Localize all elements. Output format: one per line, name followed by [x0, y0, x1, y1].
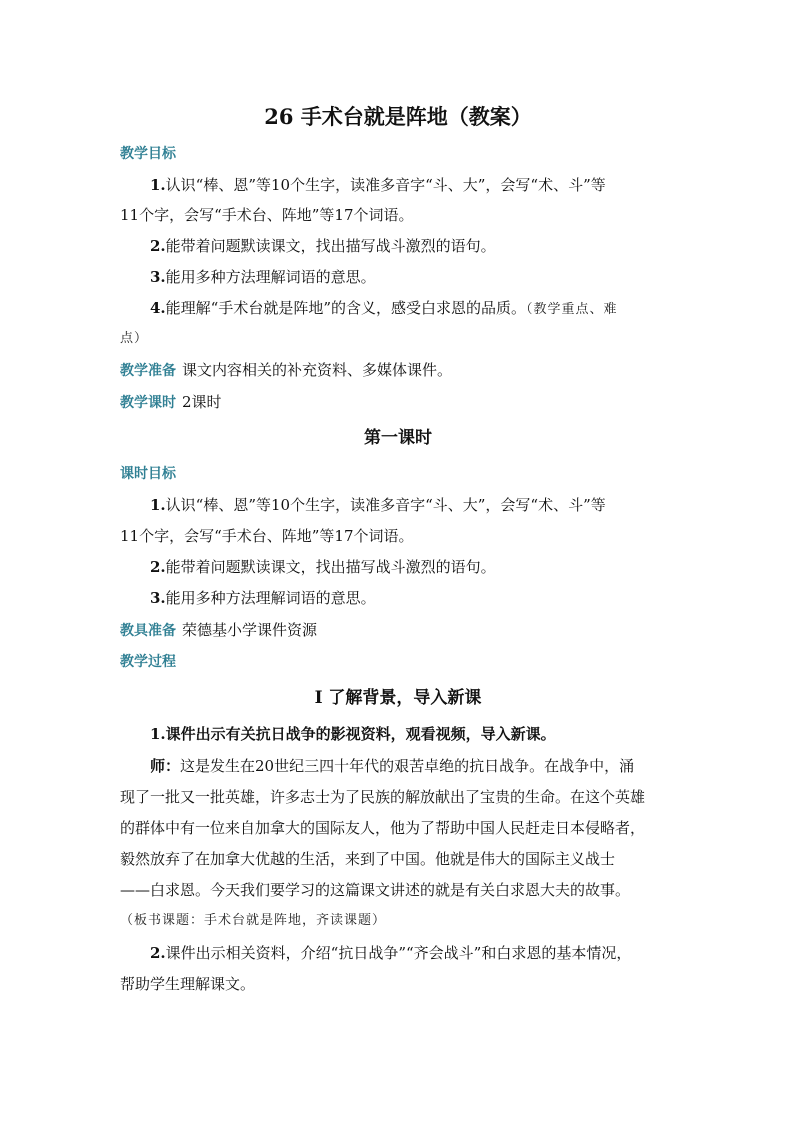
teaching-tools-label: 教具准备 [120, 623, 176, 639]
teaching-prep [120, 360, 676, 381]
lesson-goals-heading: 课时目标 [120, 466, 176, 482]
objective-2-text: 能带着问题默读课文，找出描写战斗激烈的语句。 [165, 237, 496, 255]
objective-4-note: （教学重点、难 [526, 302, 618, 317]
objective-1-line1 [150, 175, 676, 195]
objective-4-number: 4. [150, 299, 166, 317]
step-1: 1.课件出示有关抗日战争的影视资料，观看视频，导入新课。 [150, 725, 556, 743]
objective-3 [150, 267, 676, 287]
teacher-label: 师： [150, 757, 181, 775]
teacher-line-1 [150, 756, 676, 776]
goal-1-line1 [150, 495, 676, 515]
teacher-line-5: ——白求恩。今天我们要学习的这篇课文讲述的就是有关白求恩大夫的故事。 [120, 881, 631, 899]
teaching-tools [120, 620, 676, 641]
objective-2-number: 2. [150, 237, 166, 255]
part-1-heading: Ⅰ 了解背景，导入新课 [314, 688, 482, 708]
step-2-number: 2. [150, 944, 166, 962]
goal-2 [150, 557, 676, 577]
objective-1-number: 1. [150, 176, 166, 194]
teacher-line-3: 的群体中有一位来自加拿大的国际友人，他为了帮助中国人民赶走日本侵略者， [120, 819, 646, 837]
goal-1-line2: 11个字，会写“手术台、阵地”等17个词语。 [120, 527, 414, 545]
teacher-line-4: 毅然放弃了在加拿大优越的生活，来到了中国。他就是伟大的国际主义战士 [120, 850, 616, 868]
objective-4-line1 [150, 298, 676, 320]
goal-2-text: 能带着问题默读课文，找出描写战斗激烈的语句。 [165, 558, 496, 576]
objective-4-note-line2: 点） [120, 331, 149, 346]
objective-1-text: 认识“棒、恩”等10个生字，读准多音字“斗、大”，会写“术、斗”等 [165, 176, 606, 194]
goal-2-number: 2. [150, 558, 166, 576]
board-note: （板书课题：手术台就是阵地，齐读课题） [120, 913, 387, 928]
objective-3-number: 3. [150, 268, 166, 286]
objective-1-line2: 11个字，会写“手术台、阵地”等17个词语。 [120, 206, 414, 224]
goal-1-text: 认识“棒、恩”等10个生字，读准多音字“斗、大”，会写“术、斗”等 [165, 496, 606, 514]
objective-3-text: 能用多种方法理解词语的意思。 [165, 268, 376, 286]
document-title: 26 手术台就是阵地（教案） [264, 104, 532, 129]
goal-1-number: 1. [150, 496, 166, 514]
step-2-text: 课件出示相关资料，介绍“抗日战争”“齐会战斗”和白求恩的基本情况， [165, 944, 632, 962]
teaching-tools-text: 荣德基小学课件资源 [182, 621, 318, 639]
teaching-hours-label: 教学课时 [120, 395, 176, 411]
teaching-prep-label: 教学准备 [120, 363, 176, 379]
teaching-process-heading: 教学过程 [120, 654, 176, 670]
teacher-text-1: 这是发生在20世纪三四十年代的艰苦卓绝的抗日战争。在战争中，涌 [180, 757, 635, 775]
goal-3-number: 3. [150, 589, 166, 607]
teaching-prep-text: 课文内容相关的补充资料、多媒体课件。 [182, 361, 453, 379]
objective-4-text: 能理解“手术台就是阵地”的含义，感受白求恩的品质。 [165, 299, 527, 317]
teaching-hours [120, 392, 676, 413]
objectives-heading: 教学目标 [120, 146, 176, 162]
goal-3-text: 能用多种方法理解词语的意思。 [165, 589, 376, 607]
teaching-hours-text: 2课时 [182, 393, 222, 411]
teacher-line-2: 现了一批又一批英雄，许多志士为了民族的解放献出了宝贵的生命。在这个英雄 [120, 788, 646, 806]
lesson-1-heading: 第一课时 [364, 428, 432, 448]
step-2-line2: 帮助学生理解课文。 [120, 975, 256, 993]
objective-2 [150, 236, 676, 256]
goal-3 [150, 588, 676, 608]
step-2-line1 [150, 943, 676, 963]
